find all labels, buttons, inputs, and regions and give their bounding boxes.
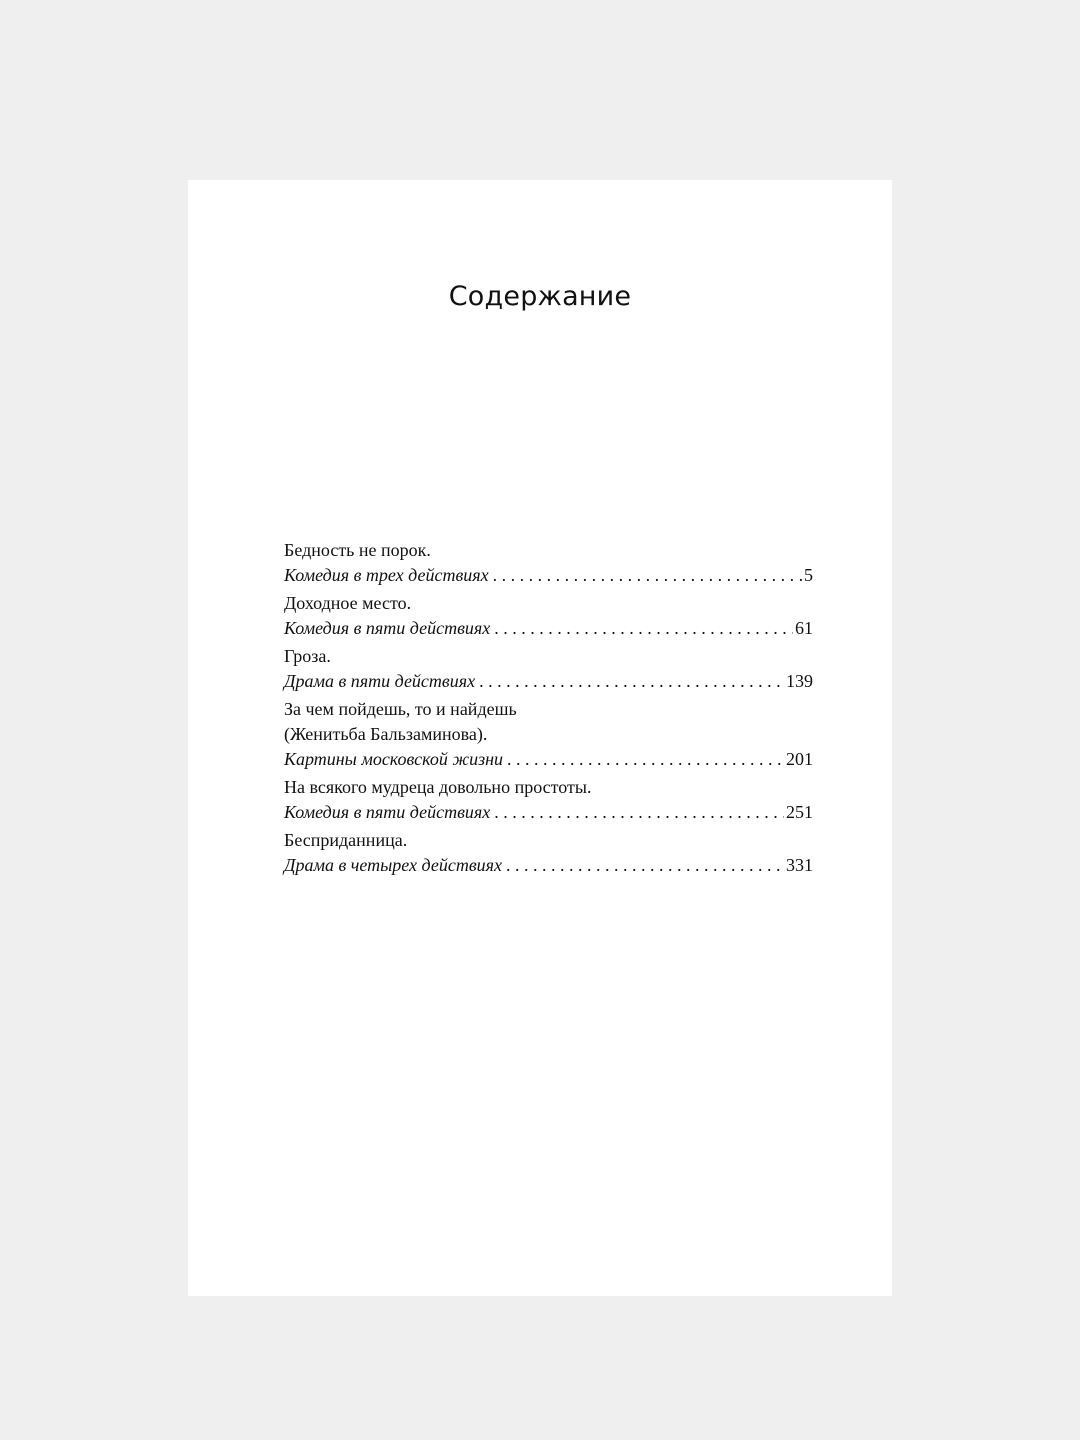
toc-entry [284,591,813,641]
entry-title-continuation: (Женитьба Бальзаминова). [284,724,488,744]
toc-entry [284,538,813,588]
dot-leader [494,616,793,641]
entry-line [284,669,813,694]
entry-title: Гроза. [284,646,331,666]
entry-line [284,853,813,878]
entry-page-number: 5 [804,565,813,585]
entry-line [284,616,813,641]
entry-page-number: 139 [786,671,813,691]
entry-subtitle: Комедия в пяти действиях [284,618,491,638]
entry-title: За чем пойдешь, то и найдешь [284,699,517,719]
entry-subtitle: Драма в пяти действиях [284,671,476,691]
book-page [188,180,892,1296]
dot-leader [507,747,784,772]
entry-line [284,747,813,772]
entry-subtitle: Драма в четырех действиях [284,855,502,875]
entry-page-number: 61 [795,618,813,638]
entry-title: Доходное место. [284,593,412,613]
entry-subtitle: Комедия в трех действиях [284,565,489,585]
toc-entry [284,697,813,772]
entry-page-number: 251 [786,802,813,822]
entry-page-number: 201 [786,749,813,769]
entry-page-number: 331 [786,855,813,875]
entry-line [284,563,813,588]
entry-title: Бедность не порок. [284,540,431,560]
table-of-contents [284,538,813,881]
entry-title: Бесприданница. [284,830,408,850]
entry-line [284,800,813,825]
dot-leader [506,853,784,878]
toc-entry [284,644,813,694]
dot-leader [479,669,784,694]
page-title: Содержание [448,281,632,312]
toc-entry [284,775,813,825]
dot-leader [494,800,784,825]
entry-subtitle: Комедия в пяти действиях [284,802,491,822]
toc-entry [284,828,813,878]
dot-leader [493,563,802,588]
entry-title: На всякого мудреца довольно простоты. [284,777,592,797]
entry-subtitle: Картины московской жизни [284,749,504,769]
